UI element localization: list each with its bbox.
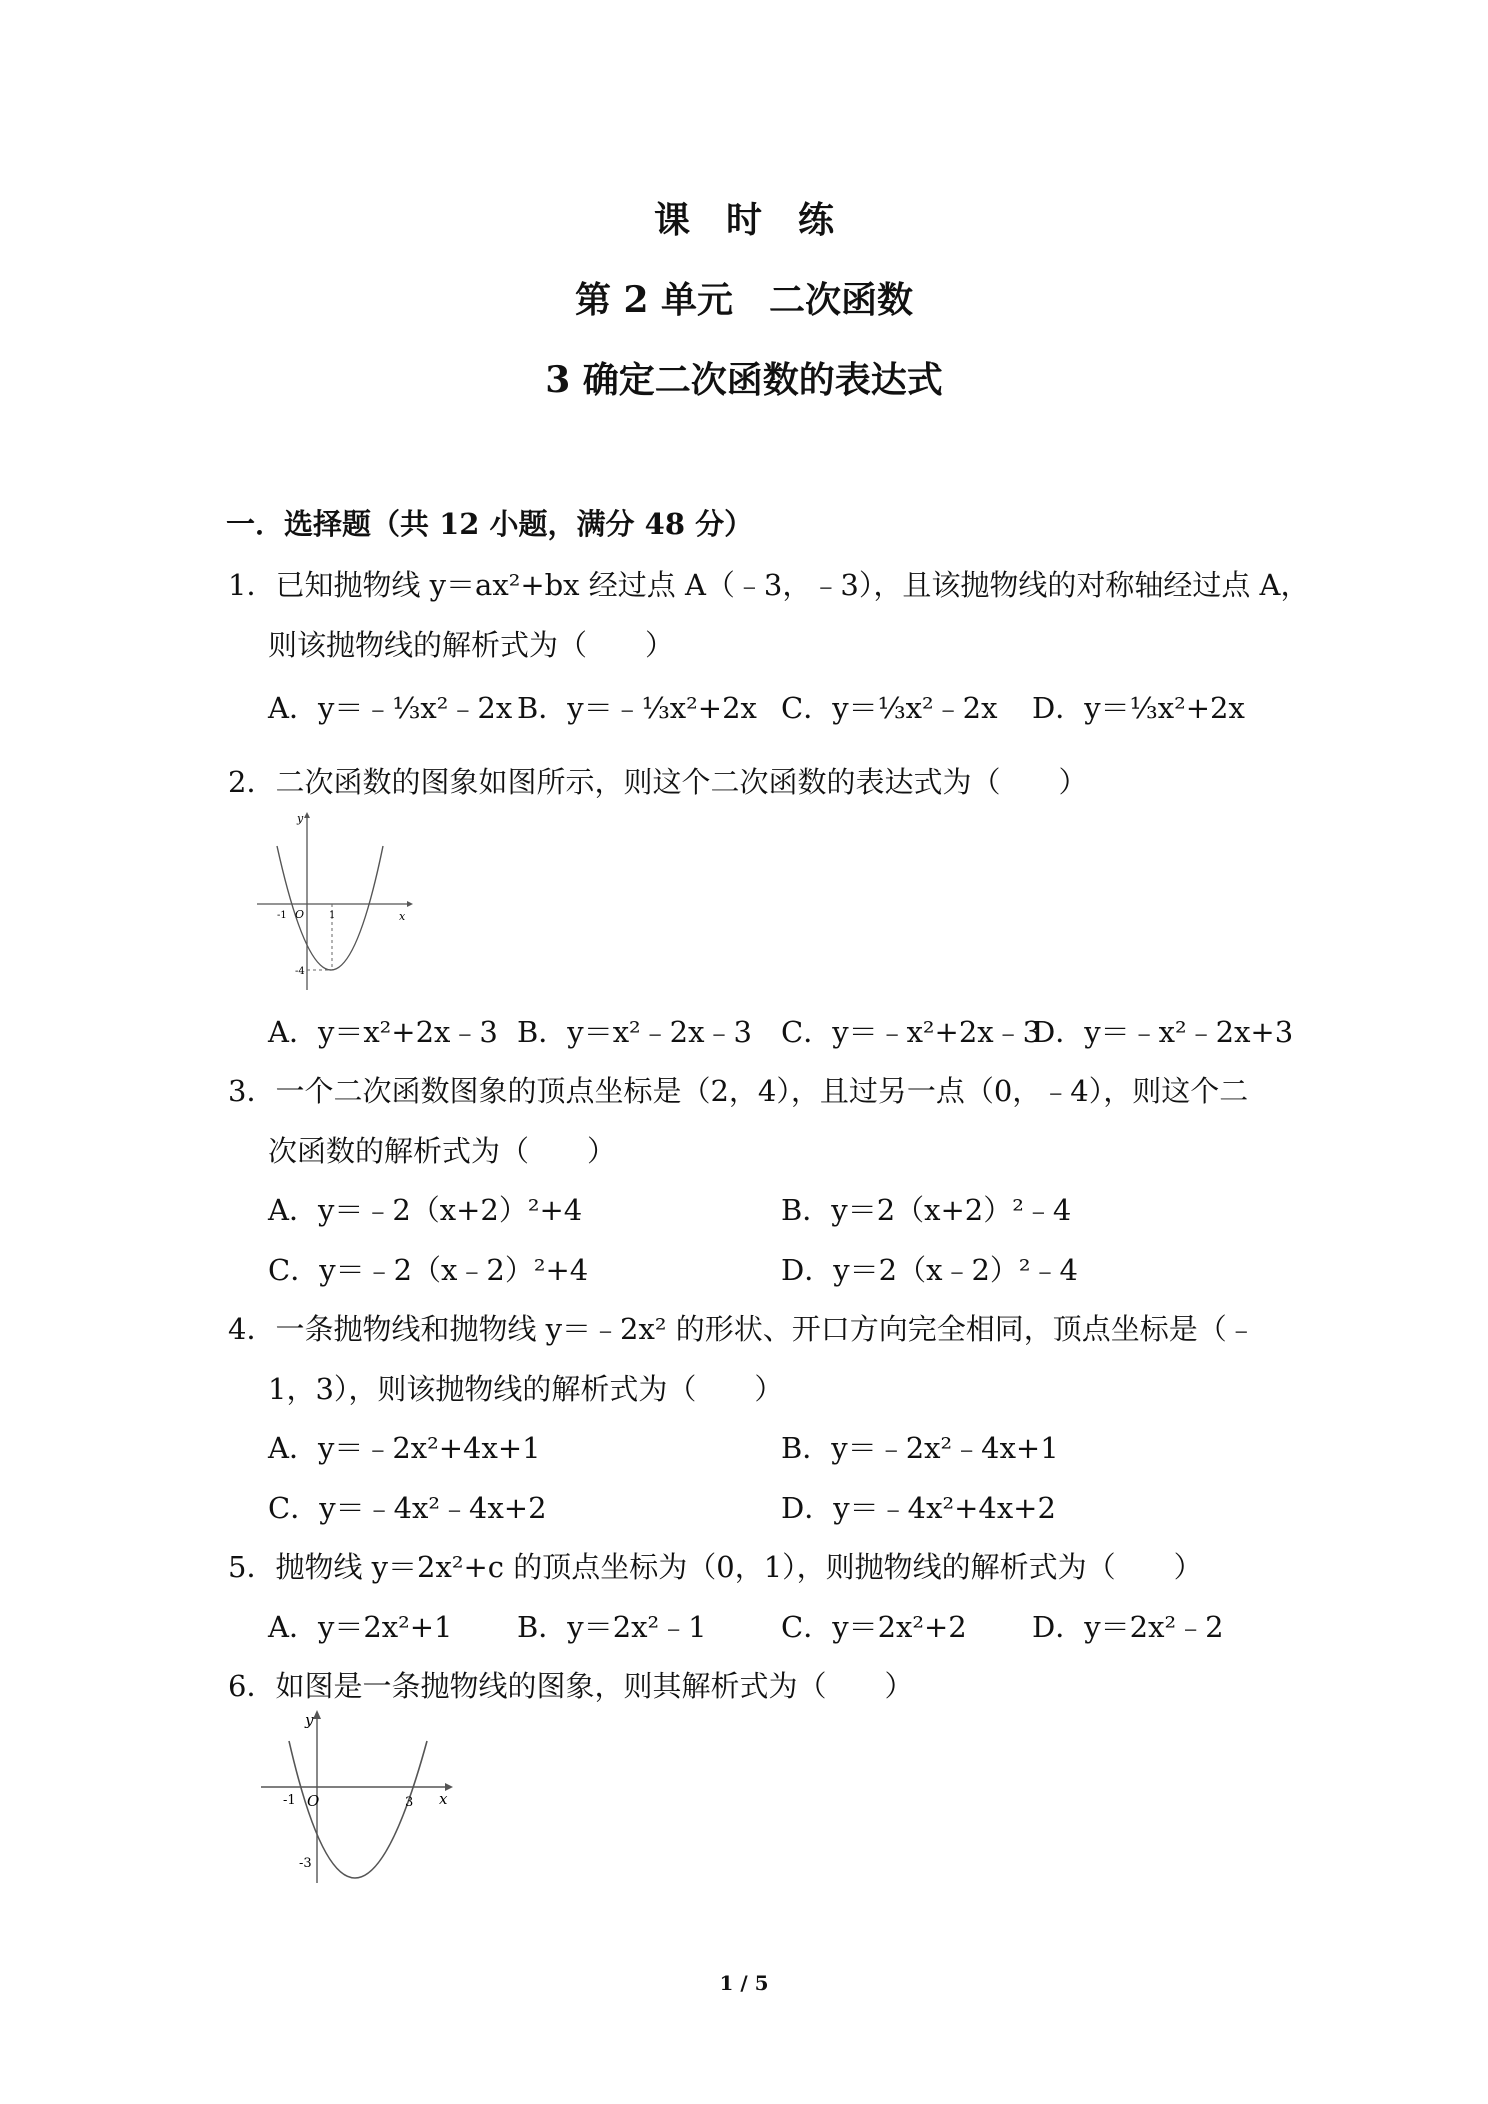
tick-label-1: 1 xyxy=(329,910,336,921)
page-number: 1 / 5 xyxy=(719,1971,769,1995)
question-2-parabola-figure xyxy=(255,810,415,1000)
page-title: 课 时 练 xyxy=(653,199,834,241)
question-2-option-d: D．y＝﹣x²﹣2x+3 xyxy=(1032,1015,1294,1049)
tick-label-neg1: -1 xyxy=(283,1793,296,1808)
question-2-line-1: 2．二次函数的图象如图所示，则这个二次函数的表达式为（ ） xyxy=(228,765,1088,799)
y-axis-arrow xyxy=(313,1710,321,1719)
question-1-option-c: C．y＝⅓x²﹣2x xyxy=(781,691,998,725)
origin-label: O xyxy=(307,1792,320,1810)
question-3-option-b: B．y＝2（x+2）²﹣4 xyxy=(781,1193,1072,1227)
question-1-line-1: 1．已知抛物线 y＝ax²+bx 经过点 A（﹣3，﹣3），且该抛物线的对称轴经过点 A， xyxy=(228,568,1310,602)
question-1-option-a: A．y＝﹣⅓x²﹣2x xyxy=(268,691,513,725)
question-3-option-c: C．y＝﹣2（x﹣2）²+4 xyxy=(268,1253,589,1287)
lesson-title: 3 确定二次函数的表达式 xyxy=(545,359,943,401)
question-3-line-1: 3．一个二次函数图象的顶点坐标是（2，4），且过另一点（0，﹣4），则这个二 xyxy=(228,1074,1249,1108)
tick-label-neg3: -3 xyxy=(299,1856,312,1871)
y-axis-arrow xyxy=(304,812,310,818)
question-6-line-1: 6．如图是一条抛物线的图象，则其解析式为（ ） xyxy=(228,1669,914,1703)
question-3-option-d: D．y＝2（x﹣2）²﹣4 xyxy=(781,1253,1078,1287)
tick-label-3: 3 xyxy=(405,1795,414,1810)
question-4-line-2: 1，3），则该抛物线的解析式为（ ） xyxy=(268,1372,784,1406)
parabola-curve xyxy=(277,846,383,970)
section-heading: 一．选择题（共 12 小题，满分 48 分） xyxy=(226,507,754,541)
origin-label: O xyxy=(295,908,305,921)
tick-label-neg4: -4 xyxy=(295,966,305,977)
question-5-option-b: B．y＝2x²﹣1 xyxy=(517,1610,707,1644)
y-axis-label: y xyxy=(297,812,304,825)
question-5-option-c: C．y＝2x²+2 xyxy=(781,1610,967,1644)
tick-label-neg1: -1 xyxy=(277,910,287,921)
question-2-option-a: A．y＝x²+2x﹣3 xyxy=(268,1015,498,1049)
question-5-option-d: D．y＝2x²﹣2 xyxy=(1032,1610,1224,1644)
question-3-line-2: 次函数的解析式为（ ） xyxy=(268,1134,617,1168)
question-4-option-c: C．y＝﹣4x²﹣4x+2 xyxy=(268,1491,547,1525)
x-axis-arrow xyxy=(407,901,413,907)
question-4-option-b: B．y＝﹣2x²﹣4x+1 xyxy=(781,1431,1059,1465)
y-axis-label: y xyxy=(305,1711,314,1729)
question-4-option-a: A．y＝﹣2x²+4x+1 xyxy=(268,1431,541,1465)
question-4-line-1: 4．一条抛物线和抛物线 y＝﹣2x² 的形状、开口方向完全相同，顶点坐标是（﹣ xyxy=(228,1312,1256,1346)
question-2-option-b: B．y＝x²﹣2x﹣3 xyxy=(517,1015,752,1049)
question-4-option-d: D．y＝﹣4x²+4x+2 xyxy=(781,1491,1056,1525)
question-1-line-2: 则该抛物线的解析式为（ ） xyxy=(268,628,675,662)
x-axis-label: x xyxy=(399,910,406,923)
question-1-option-d: D．y＝⅓x²+2x xyxy=(1032,691,1245,725)
question-5-line-1: 5．抛物线 y＝2x²+c 的顶点坐标为（0，1），则抛物线的解析式为（ ） xyxy=(228,1550,1203,1584)
unit-title: 第 2 单元 二次函数 xyxy=(574,279,914,321)
question-6-parabola-figure xyxy=(255,1705,465,1905)
question-5-option-a: A．y＝2x²+1 xyxy=(268,1610,453,1644)
question-1-option-b: B．y＝﹣⅓x²+2x xyxy=(517,691,757,725)
x-axis-label: x xyxy=(439,1790,448,1808)
question-2-option-c: C．y＝﹣x²+2x﹣3 xyxy=(781,1015,1042,1049)
question-3-option-a: A．y＝﹣2（x+2）²+4 xyxy=(268,1193,583,1227)
